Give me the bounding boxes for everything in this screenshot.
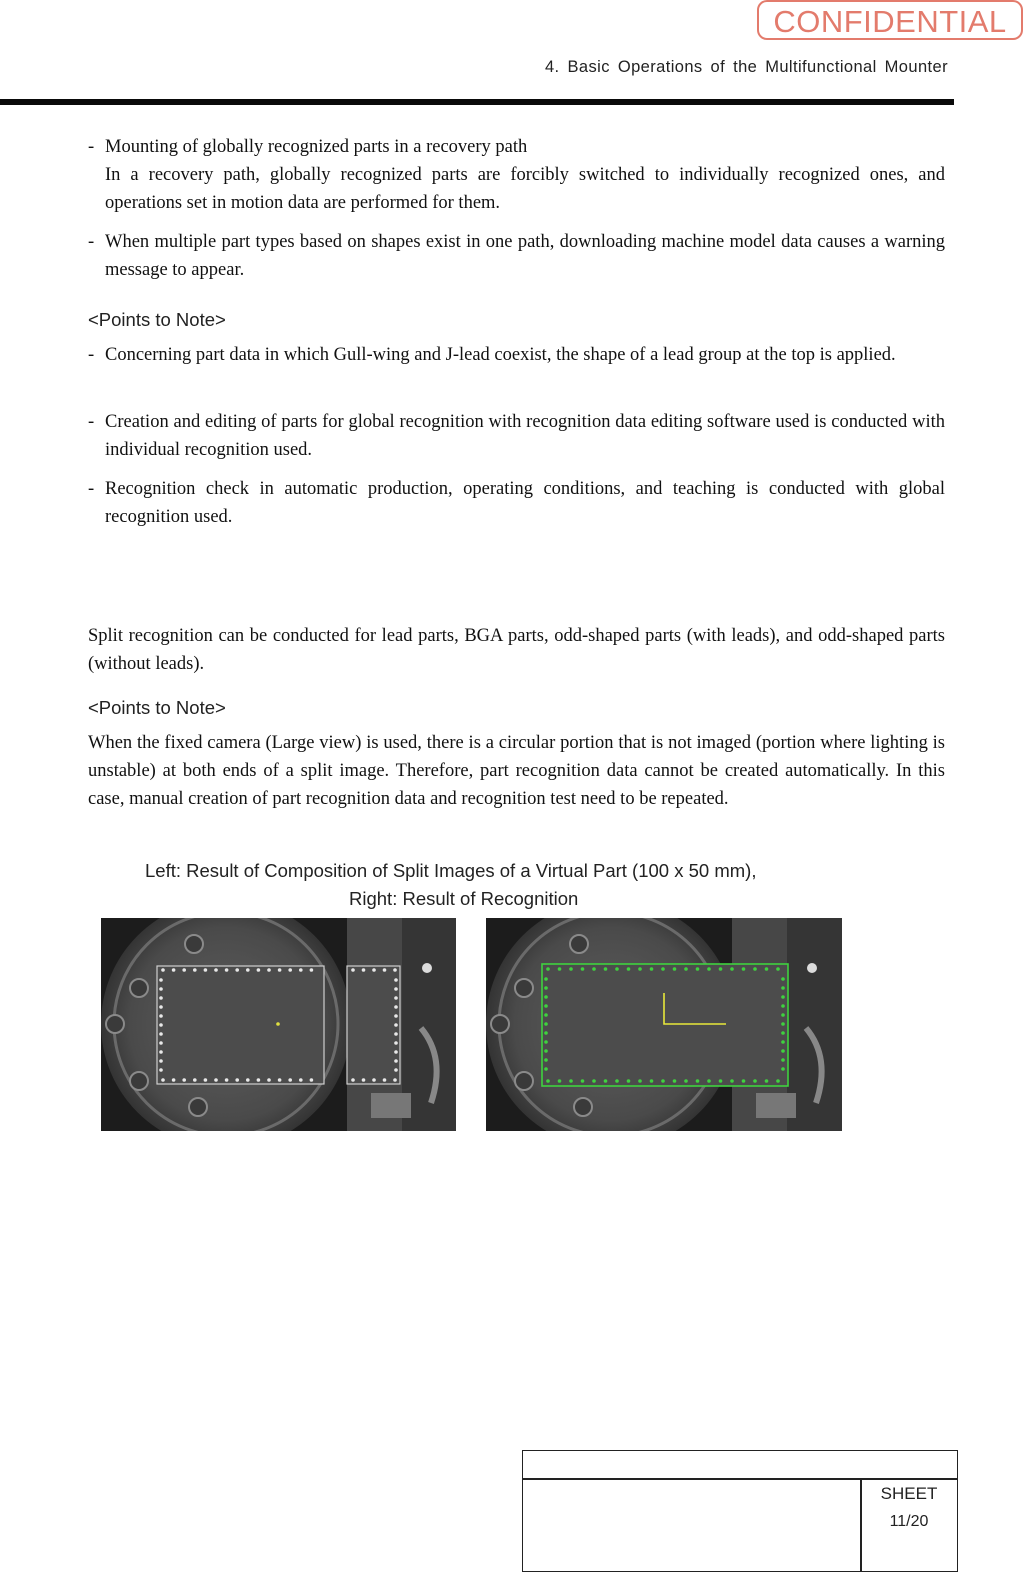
- sheet-label: SHEET: [880, 1484, 938, 1503]
- split-composition-graphic: [101, 918, 456, 1131]
- list-item-text: In a recovery path, globally recognized parts are forcibly switched to individually recognized ones, and operations set in motion data are performed for them.: [105, 165, 945, 213]
- note-item: Creation and editing of parts for global recognition with recognition data editing software used is conducted with individual recognition used.: [105, 412, 945, 460]
- split-intro-paragraph: Split recognition can be conducted for lead parts, BGA parts, odd-shaped parts (with leads), and odd-shaped parts (without leads).: [88, 626, 945, 674]
- confidential-stamp: CONFIDENTIAL: [757, 0, 1023, 40]
- sheet-number: 11/20: [889, 1513, 929, 1530]
- figure-caption-line2: Right: Result of Recognition: [349, 888, 579, 909]
- recognition-result-image: [486, 918, 842, 1131]
- split-composition-image: [101, 918, 456, 1131]
- points-to-note-heading: <Points to Note>: [88, 697, 226, 718]
- figure-caption-line1: Left: Result of Composition of Split Images of a Virtual Part (100 x 50 mm),: [145, 860, 757, 881]
- note-item: Concerning part data in which Gull-wing and J-lead coexist, the shape of a lead group at the top is applied.: [105, 345, 896, 365]
- list-bullet: -: [88, 479, 95, 499]
- recognition-result-graphic: [486, 918, 842, 1131]
- list-item-heading: Mounting of globally recognized parts in a recovery path: [105, 137, 528, 157]
- list-bullet: -: [88, 137, 95, 157]
- header-divider: [0, 99, 954, 105]
- list-item-text: When multiple part types based on shapes exist in one path, downloading machine model data causes a warning message to appear.: [105, 232, 945, 280]
- split-notes-paragraph: When the fixed camera (Large view) is used, there is a circular portion that is not imaged (portion where lighting is unstable) at both ends of a split image. Therefore, part recognition data cannot be created automatically. In this case, manual creation of part recognition data and recognition test need to be repeated.: [88, 733, 945, 809]
- footer-divider: [522, 1478, 958, 1480]
- note-item: Recognition check in automatic production, operating conditions, and teaching is conducted with global recognition used.: [105, 479, 945, 527]
- footer-table: [522, 1450, 958, 1572]
- list-bullet: -: [88, 345, 95, 365]
- points-to-note-heading: <Points to Note>: [88, 309, 226, 330]
- section-title: 4. Basic Operations of the Multifunctional Mounter: [544, 58, 948, 76]
- list-bullet: -: [88, 232, 95, 252]
- list-bullet: -: [88, 412, 95, 432]
